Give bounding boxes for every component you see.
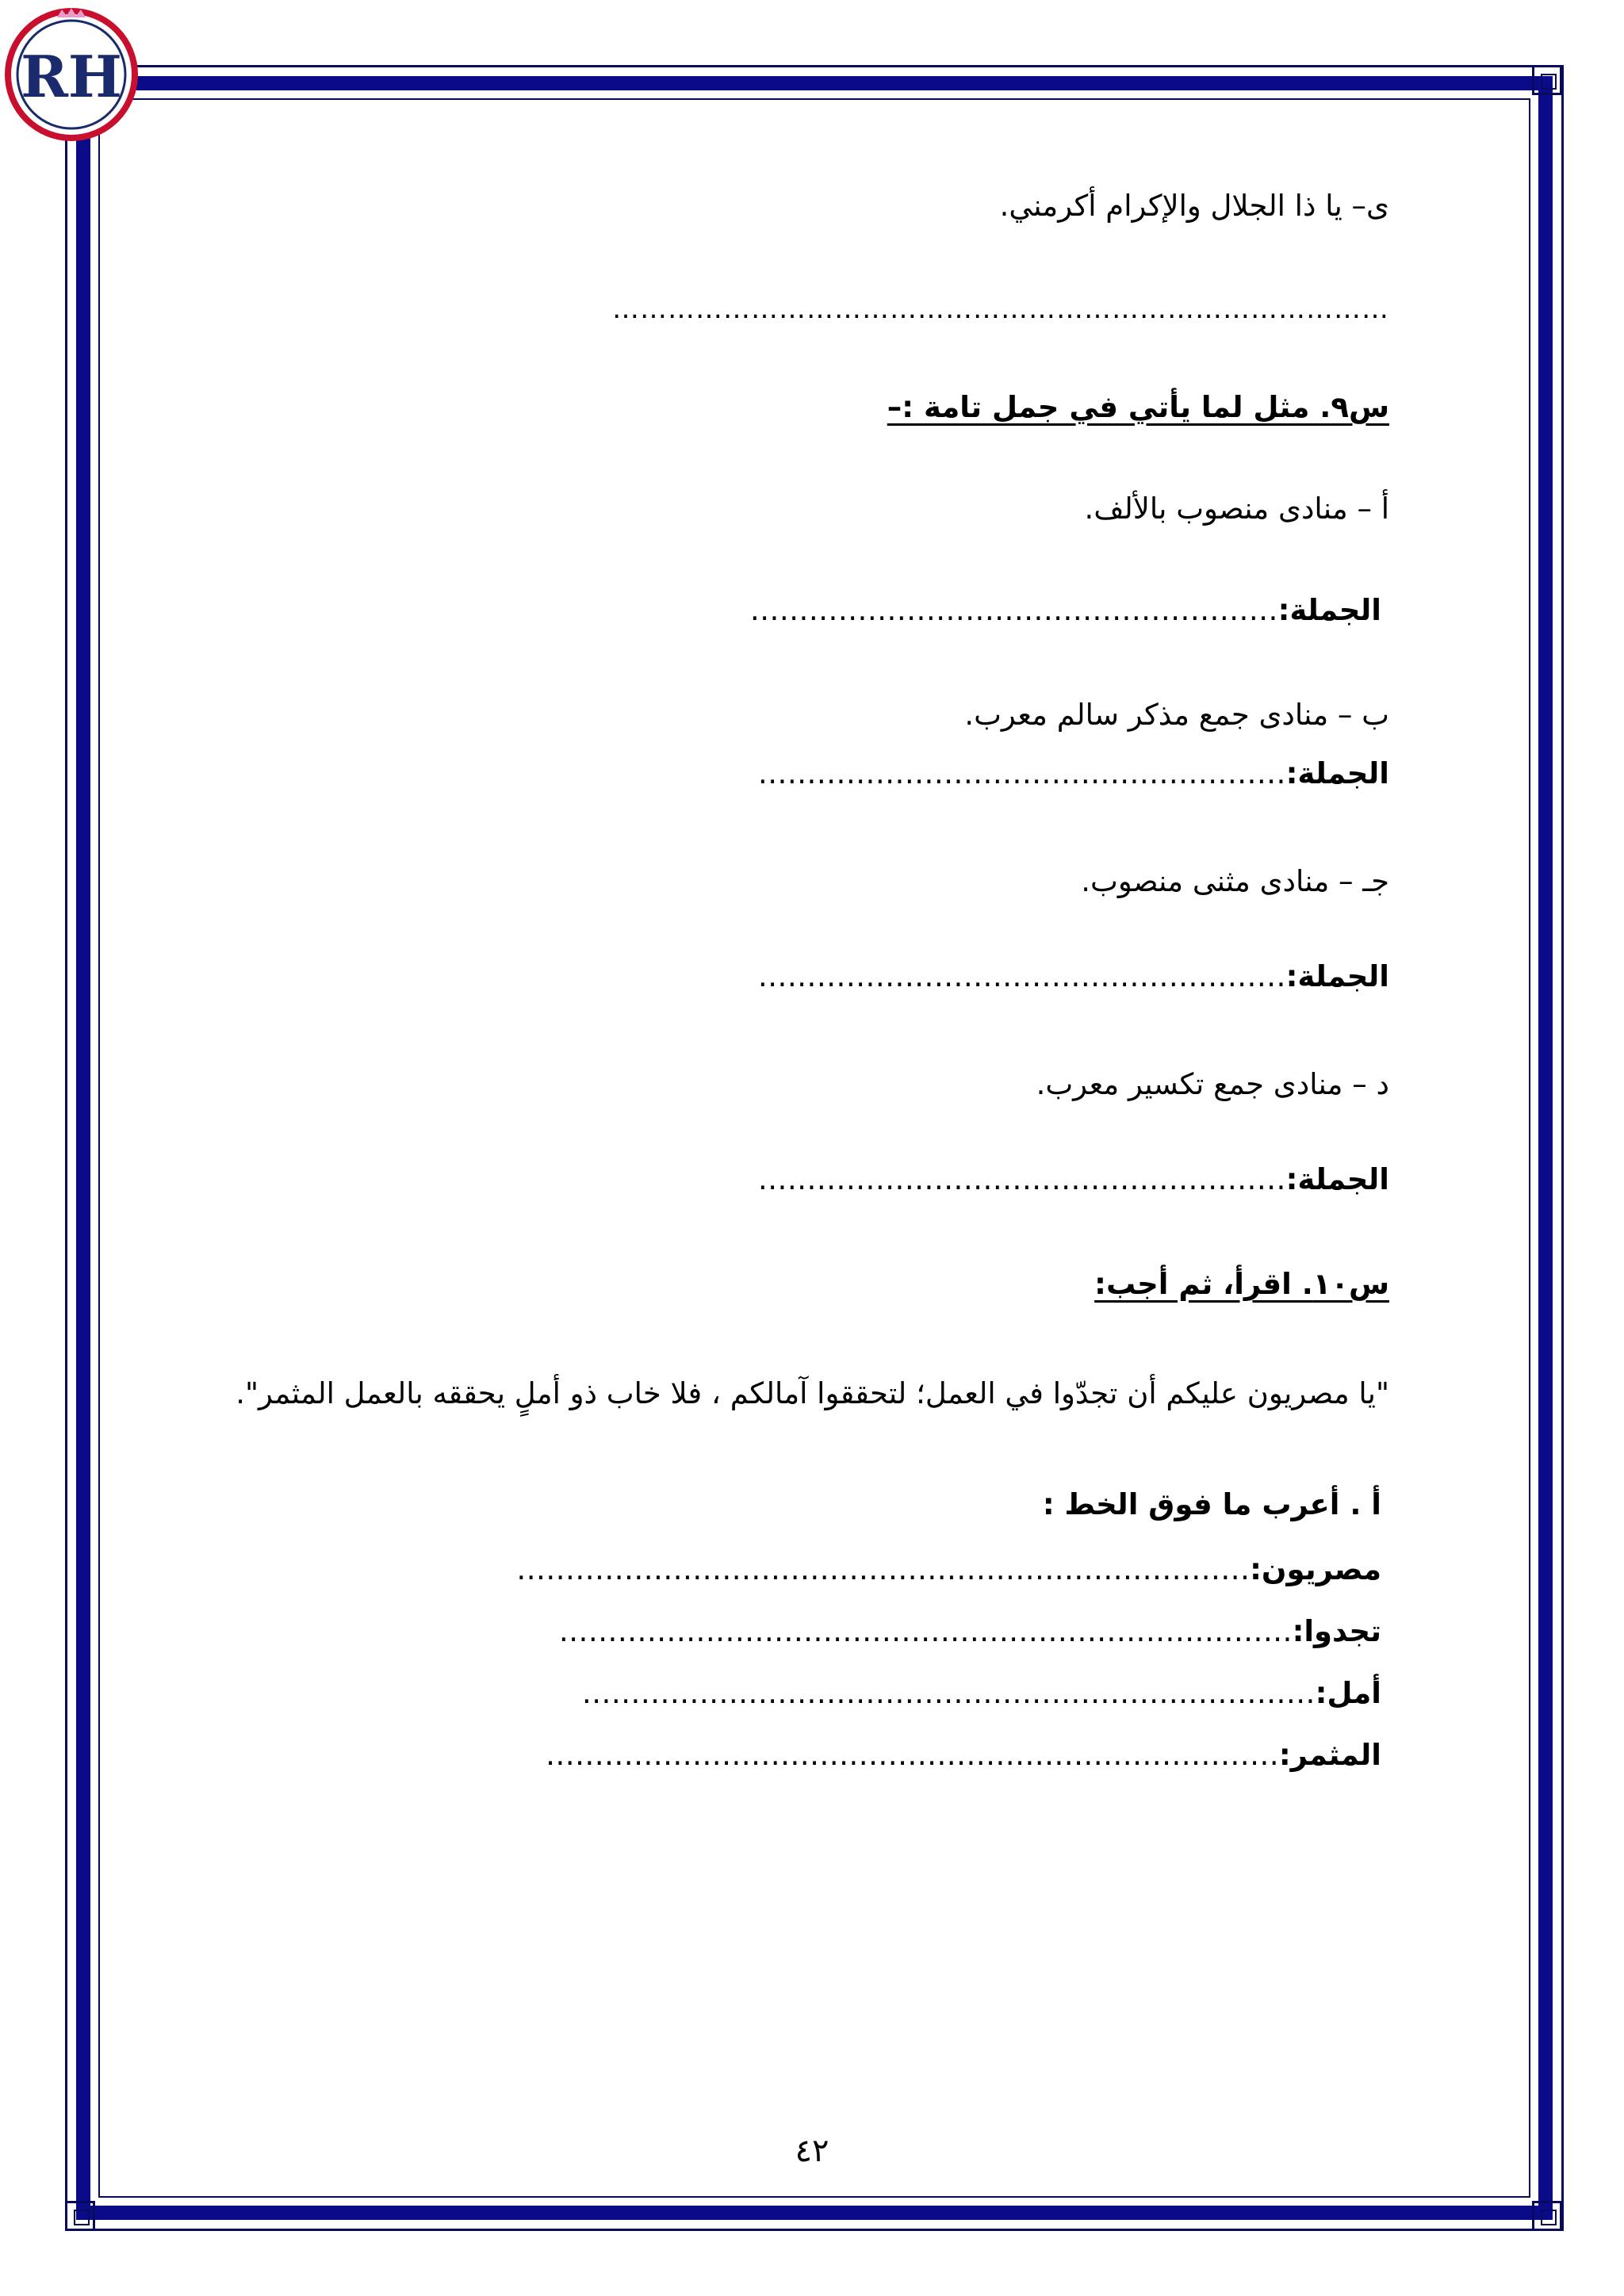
question-9-item-a: أ – منادى منصوب بالألف. xyxy=(1084,492,1389,526)
answer-dots-y: ………………………………………………………………………… xyxy=(612,293,1389,325)
answer-dots-a: ……………………………………………… xyxy=(749,593,1278,627)
frame-corner-bottom-left xyxy=(65,2201,95,2231)
question-10-item-a: أ . أعرب ما فوق الخط : xyxy=(1042,1487,1381,1521)
answer-dots-d: ……………………………………………… xyxy=(757,1162,1286,1196)
frame-corner-bottom-right xyxy=(1532,2201,1562,2231)
parse-dots: ………………………………………………………………… xyxy=(516,1552,1251,1586)
sentence-row-a xyxy=(750,593,1381,627)
parse-row-2 xyxy=(559,1614,1381,1648)
question-9-item-c: جـ – منادى مثنى منصوب. xyxy=(1081,864,1389,898)
parse-label: المثمر: xyxy=(1278,1738,1381,1772)
parse-label: تجدوا: xyxy=(1292,1614,1381,1648)
logo-initials: RH xyxy=(21,43,122,110)
frame-corner-top-right xyxy=(1532,65,1562,95)
sentence-row-b xyxy=(758,756,1389,790)
parse-row-1 xyxy=(516,1552,1381,1586)
page-number: ٤٢ xyxy=(795,2133,829,2169)
publisher-logo xyxy=(2,2,141,141)
item-y-vocative: ى– يا ذا الجلال والإكرام أكرمني. xyxy=(999,189,1389,223)
parse-label: مصريون: xyxy=(1250,1552,1381,1586)
question-10-title: س١٠. اقرأ، ثم أجب: xyxy=(1094,1267,1389,1301)
sentence-label: الجملة: xyxy=(1285,756,1389,790)
sentence-row-c xyxy=(758,959,1389,993)
parse-dots: ………………………………………………………………… xyxy=(545,1738,1279,1772)
question-9-title: س٩. مثل لما يأتي في جمل تامة :– xyxy=(887,390,1389,424)
answer-dots-c: ……………………………………………… xyxy=(757,959,1286,993)
question-9-item-b: ب – منادى جمع مذكر سالم معرب. xyxy=(964,698,1389,732)
sentence-label: الجملة: xyxy=(1285,959,1389,993)
answer-dots-b: ……………………………………………… xyxy=(757,756,1286,790)
sentence-row-d xyxy=(758,1162,1389,1196)
parse-label: أمل: xyxy=(1315,1676,1381,1710)
question-9-item-d: د – منادى جمع تكسير معرب. xyxy=(1036,1067,1389,1101)
parse-row-4 xyxy=(546,1738,1381,1772)
sentence-label: الجملة: xyxy=(1277,593,1381,627)
parse-row-3 xyxy=(582,1676,1381,1710)
parse-dots: ………………………………………………………………… xyxy=(581,1676,1316,1710)
sentence-label: الجملة: xyxy=(1285,1162,1389,1196)
parse-dots: ………………………………………………………………… xyxy=(558,1614,1293,1648)
question-10-passage: "يا مصريون عليكم أن تجدّوا في العمل؛ لتحققوا آمالكم ، فلا خاب ذو أملٍ يحققه بالعمل المثمر". xyxy=(236,1376,1389,1410)
